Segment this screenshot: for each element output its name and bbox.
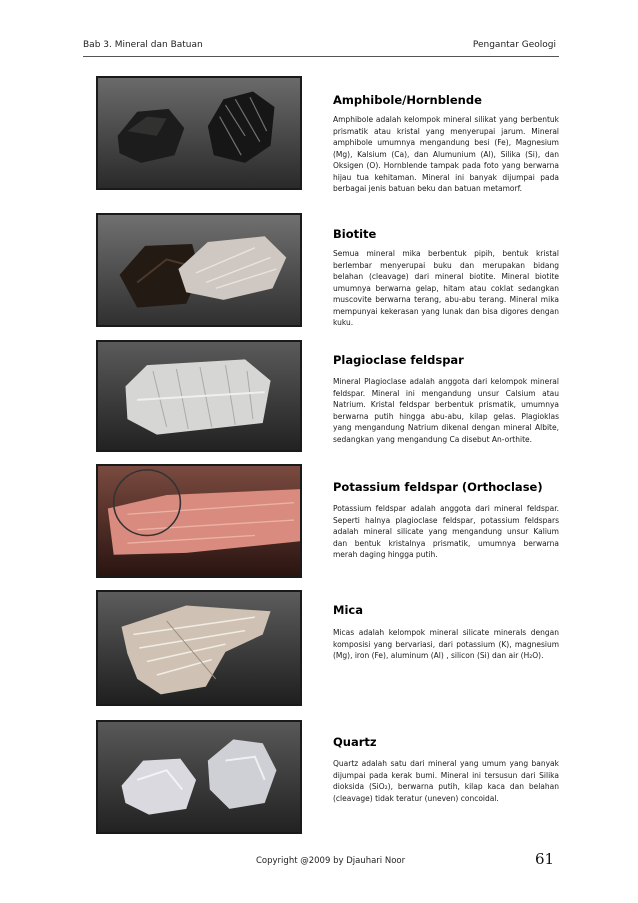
plagioclase-text: Mineral Plagioclase adalah anggota dari kelompok mineral feldspar. Mineral ini mengandung unsur Calsium atau Natrium. Kristal feldspar berbentuk prismatik, umumnya berwarna putih hingga abu-abu, kilap gelas. Plagioklas yang mengandung Natrium dikenal dengan mineral Albite, sedangkan yang mengandung Ca disebut An-orthite. (333, 377, 559, 444)
amphibole-text: Amphibole adalah kelompok mineral silikat yang berbentuk prismatik atau kristal yang menyerupai jarum. Mineral amphibole umumnya mengandung besi (Fe), Magnesium (Mg), Kalsium (Ca), dan Alumunium (Al), Silika (Si), dan Oksigen (O). Hornblende tampak pada foto yang berwarna hijau tua kehitaman. Mineral ini banyak dijumpai pada berbagai jenis batuan beku dan batuan metamorf. (333, 115, 559, 193)
orthoclase-title: Potassium feldspar (Orthoclase) (333, 480, 543, 494)
mica-photo (96, 590, 302, 706)
orthoclase-text: Potassium feldspar adalah anggota dari mineral feldspar. Seperti halnya plagioclase feldspar, potassium feldspars adalah mineral silicate yang mengandung unsur Kalium dan bentuk kristalnya prismatik, umumnya berwarna merah daging hingga putih. (333, 504, 559, 559)
header-right: Pengantar Geologi (472, 40, 556, 50)
header-rule (83, 56, 559, 57)
page-number: 61 (535, 850, 555, 868)
orthoclase-photo (96, 464, 302, 578)
biotite-title: Biotite (333, 227, 377, 241)
mica-title: Mica (333, 603, 363, 617)
amphibole-hornblende-photo (96, 76, 302, 190)
quartz-title: Quartz (333, 735, 377, 749)
quartz-photo (96, 720, 302, 834)
plagioclase-photo (96, 340, 302, 452)
quartz-text: Quartz adalah satu dari mineral yang umum yang banyak dijumpai pada kerak bumi. Mineral ini tersusun dari Silika dioksida (SiO₂), berwarna putih, kilap kaca dan belahan (cleavage) tidak teratur (uneven) concoidal. (333, 759, 559, 803)
footer-copyright: Copyright @2009 by Djauhari Noor (256, 856, 406, 866)
header-left: Bab 3. Mineral dan Batuan (83, 40, 203, 50)
mica-text: Micas adalah kelompok mineral silicate minerals dengan komposisi yang bervariasi, dari potassium (K), magnesium (Mg), iron (Fe), aluminum (Al) , silicon (Si) dan air (H₂O). (333, 628, 559, 660)
biotite-text: Semua mineral mika berbentuk pipih, bentuk kristal berlembar menyerupai buku dan merupakan bidang belahan (cleavage) dari mineral biotite. Mineral biotite umumnya berwarna gelap, hitam atau coklat sedangkan muscovite berwarna terang, abu-abu terang. Mineral mika mempunyai kekerasan yang lunak dan bisa digores dengan kuku. (333, 249, 559, 327)
amphibole-title: Amphibole/Hornblende (333, 93, 482, 107)
plagioclase-title: Plagioclase feldspar (333, 353, 464, 367)
biotite-photo (96, 213, 302, 327)
